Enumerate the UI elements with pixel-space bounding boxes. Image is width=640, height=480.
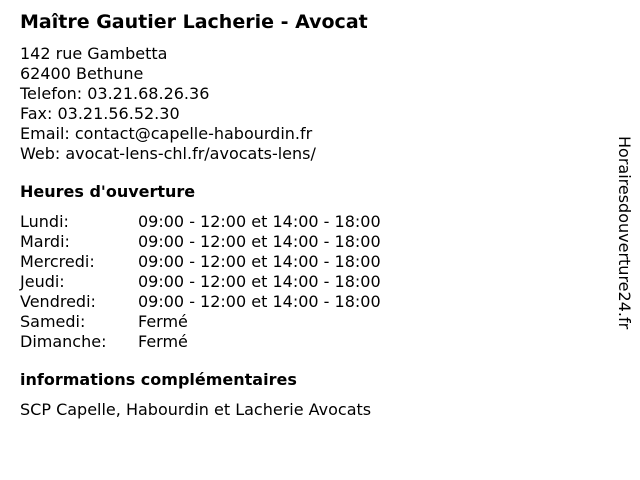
hours-time: Fermé [138, 312, 188, 331]
email-address: Email: contact@capelle-habourdin.fr [20, 124, 313, 143]
hours-time: 09:00 - 12:00 et 14:00 - 18:00 [138, 292, 381, 311]
address-city: 62400 Bethune [20, 64, 144, 83]
hours-day: Lundi: [20, 212, 69, 231]
fax-number: Fax: 03.21.56.52.30 [20, 104, 180, 123]
hours-day: Jeudi: [20, 272, 65, 291]
hours-day: Samedi: [20, 312, 86, 331]
hours-row-jeudi [20, 272, 600, 292]
hours-table [20, 212, 600, 352]
phone-number: Telefon: 03.21.68.26.36 [20, 84, 210, 103]
address-street: 142 rue Gambetta [20, 44, 168, 63]
hours-day: Vendredi: [20, 292, 96, 311]
hours-row-vendredi [20, 292, 600, 312]
hours-time: 09:00 - 12:00 et 14:00 - 18:00 [138, 232, 381, 251]
hours-time: 09:00 - 12:00 et 14:00 - 18:00 [138, 252, 381, 271]
hours-row-mercredi [20, 252, 600, 272]
hours-heading: Heures d'ouverture [20, 182, 196, 201]
website-address: Web: avocat-lens-chl.fr/avocats-lens/ [20, 144, 316, 163]
hours-time: 09:00 - 12:00 et 14:00 - 18:00 [138, 272, 381, 291]
hours-day: Dimanche: [20, 332, 107, 351]
hours-row-mardi [20, 232, 600, 252]
hours-row-lundi [20, 212, 600, 232]
contact-block [20, 44, 600, 164]
hours-time: Fermé [138, 332, 188, 351]
hours-time: 09:00 - 12:00 et 14:00 - 18:00 [138, 212, 381, 231]
info-heading: informations complémentaires [20, 370, 297, 389]
hours-row-samedi [20, 312, 600, 332]
site-watermark: Horairesdouverture24.fr [615, 136, 634, 330]
hours-day: Mercredi: [20, 252, 95, 271]
info-text: SCP Capelle, Habourdin et Lacherie Avocats [20, 400, 372, 419]
business-card [20, 10, 600, 420]
hours-day: Mardi: [20, 232, 70, 251]
page-title: Maître Gautier Lacherie - Avocat [20, 11, 368, 33]
hours-row-dimanche [20, 332, 600, 352]
